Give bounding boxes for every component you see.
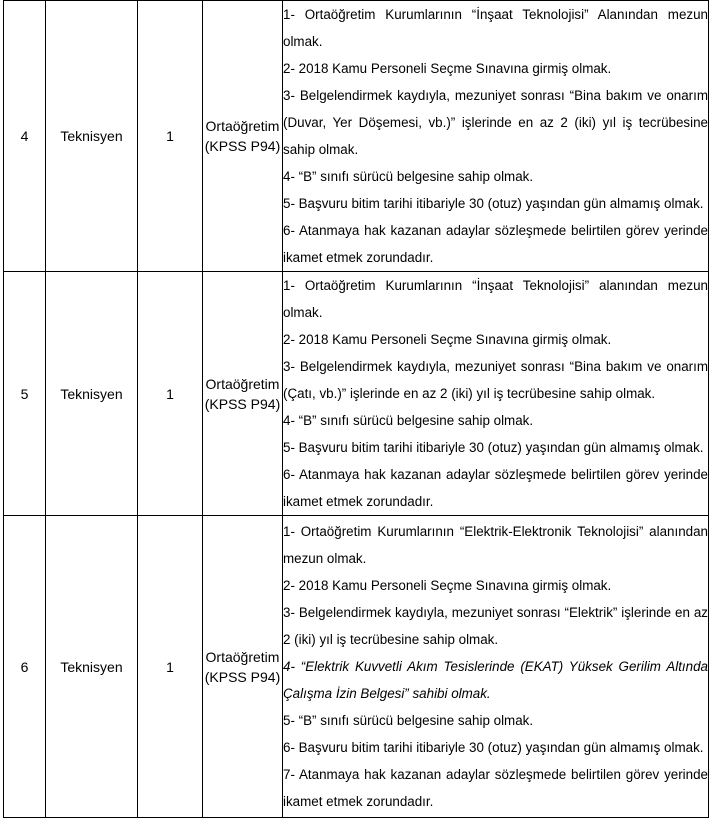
education-name: Ortaöğretim — [205, 118, 280, 134]
position-count: 1 — [138, 1, 203, 272]
exam-score-type: (KPSS P94) — [204, 395, 281, 412]
table-row — [4, 516, 709, 818]
requirement-item: 4- “B” sınıfı sürücü belgesine sahip olmak. — [283, 169, 534, 184]
requirement-item: 5- Başvuru bitim tarihi itibariyle 30 (otuz) yaşından gün almamış olmak. — [283, 440, 704, 455]
exam-score-type: (KPSS P94) — [204, 668, 281, 685]
requirement-item: 6- Başvuru bitim tarihi itibariyle 30 (otuz) yaşından gün almamış olmak. — [283, 740, 704, 755]
requirement-item: 3- Belgelendirmek kaydıyla, mezuniyet sonrası “Bina bakım ve onarım (Duvar, Yer Döşemesi, vb.)” işlerinde en az 2 (iki) yıl iş tecrübesine sahip olmak. — [283, 88, 708, 157]
requirement-item: 2- 2018 Kamu Personeli Seçme Sınavına girmiş olmak. — [283, 578, 612, 593]
requirement-item: 2- 2018 Kamu Personeli Seçme Sınavına girmiş olmak. — [283, 332, 612, 347]
requirements-list — [283, 1, 709, 272]
requirements-list — [283, 272, 709, 516]
requirement-item: 1- Ortaöğretim Kurumlarının “İnşaat Teknolojisi” Alanından mezun olmak. — [283, 7, 708, 49]
requirement-item: 5- “B” sınıfı sürücü belgesine sahip olmak. — [283, 713, 534, 728]
requirement-item: 1- Ortaöğretim Kurumlarının “Elektrik-Elektronik Teknolojisi” alanından mezun olmak. — [283, 524, 708, 566]
position-count: 1 — [138, 516, 203, 818]
requirement-item: 3- Belgelendirmek kaydıyla, mezuniyet sonrası “Elektrik” işlerinde en az 2 (iki) yıl iş tecrübesine sahip olmak. — [283, 605, 708, 647]
position-count: 1 — [138, 272, 203, 516]
position-title: Teknisyen — [46, 516, 138, 818]
position-title: Teknisyen — [46, 272, 138, 516]
requirement-item: 5- Başvuru bitim tarihi itibariyle 30 (otuz) yaşından gün almamış olmak. — [283, 196, 704, 211]
requirement-item: 4- “B” sınıfı sürücü belgesine sahip olmak. — [283, 413, 534, 428]
requirement-item: 4- “Elektrik Kuvvetli Akım Tesislerinde (EKAT) Yüksek Gerilim Altında Çalışma İzin Belgesi” sahibi olmak. — [283, 659, 708, 701]
exam-score-type: (KPSS P94) — [204, 138, 281, 154]
requirement-item: 7- Atanmaya hak kazanan adaylar sözleşmede belirtilen görev yerinde ikamet etmek zorundadır. — [283, 767, 708, 809]
education-level — [203, 516, 283, 818]
requirements-table — [3, 0, 709, 818]
requirement-item: 1- Ortaöğretim Kurumlarının “İnşaat Teknolojisi” alanından mezun olmak. — [283, 278, 708, 320]
requirement-item: 2- 2018 Kamu Personeli Seçme Sınavına girmiş olmak. — [283, 61, 612, 76]
education-level — [203, 1, 283, 272]
position-number: 6 — [4, 516, 46, 818]
position-number: 5 — [4, 272, 46, 516]
education-level — [203, 272, 283, 516]
education-name: Ortaöğretim — [205, 648, 280, 665]
education-name: Ortaöğretim — [205, 375, 280, 392]
table-row — [4, 272, 709, 516]
requirement-item: 3- Belgelendirmek kaydıyla, mezuniyet sonrası “Bina bakım ve onarım (Çatı, vb.)” işlerinde en az 2 (iki) yıl iş tecrübesine sahip olmak. — [283, 359, 708, 401]
position-title: Teknisyen — [46, 1, 138, 272]
table-row — [4, 1, 709, 272]
requirement-item: 6- Atanmaya hak kazanan adaylar sözleşmede belirtilen görev yerinde ikamet etmek zorundadır. — [283, 467, 708, 509]
requirements-list — [283, 516, 709, 818]
position-number: 4 — [4, 1, 46, 272]
requirement-item: 6- Atanmaya hak kazanan adaylar sözleşmede belirtilen görev yerinde ikamet etmek zorundadır. — [283, 223, 708, 265]
